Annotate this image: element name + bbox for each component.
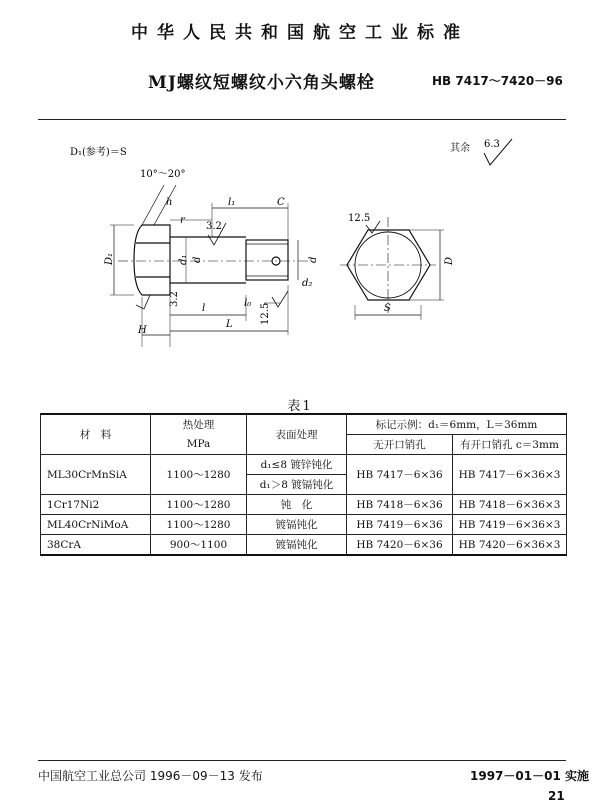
label-r: r — [180, 215, 185, 226]
cell-with-hole: HB 7419－6×36×3 — [453, 515, 567, 535]
header-material: 材 料 — [41, 414, 151, 455]
cell-with-hole: HB 7420－6×36×3 — [453, 535, 567, 556]
label-d2: d₂ — [302, 278, 313, 289]
label-D1: D₁ — [104, 252, 115, 265]
cell-no-hole: HB 7420－6×36 — [347, 535, 453, 556]
table-row — [41, 515, 567, 535]
label-d-shank: d — [192, 256, 203, 263]
cell-with-hole: HB 7418－6×36×3 — [453, 495, 567, 515]
note-d1: D₁(参考)＝S — [70, 147, 127, 158]
page-number: 21 — [548, 789, 565, 803]
table-caption: 表1 — [287, 399, 313, 414]
label-l0: l₀ — [244, 298, 252, 309]
cell-no-hole: HB 7418－6×36 — [347, 495, 453, 515]
standard-code: HB 7417～7420－96 — [432, 74, 563, 88]
cell-heat: 1100～1280 — [151, 495, 247, 515]
cell-no-hole: HB 7417－6×36 — [347, 455, 453, 495]
label-L: L — [226, 319, 233, 330]
document-title: MJ螺纹短螺纹小六角头螺栓 — [148, 73, 375, 93]
label-c: C — [277, 197, 285, 208]
cell-heat: 900～1100 — [151, 535, 247, 556]
material-table — [40, 413, 567, 556]
table-row — [41, 535, 567, 556]
table-row — [41, 495, 567, 515]
standard-name: 中华人民共和国航空工业标准 — [131, 23, 469, 43]
header-marking-example: 标记示例：d₁＝6mm，L＝36mm — [347, 414, 567, 435]
header-divider — [38, 119, 566, 120]
cell-heat: 1100～1280 — [151, 515, 247, 535]
roughness-3-2-left: 3.2 — [169, 291, 180, 307]
bolt-drawing — [0, 125, 600, 385]
header-heat-treatment: 热处理 — [151, 414, 247, 435]
bolt-head — [134, 225, 170, 295]
roughness-3-2-top: 3.2 — [206, 221, 222, 232]
cell-surface: 镀镉钝化 — [247, 515, 347, 535]
label-d1: d₁ — [178, 254, 189, 265]
effective-date: 1997－01－01 实施 — [470, 769, 589, 783]
bolt-thread — [246, 240, 288, 280]
label-l1: l₁ — [228, 197, 236, 208]
cell-material: ML40CrNiMoA — [41, 515, 151, 535]
cell-surface: 钝 化 — [247, 495, 347, 515]
label-H: H — [138, 325, 147, 336]
label-l: l — [202, 303, 206, 314]
roughness-rest-label: 其余 — [450, 143, 470, 154]
issue-date: 中国航空工业总公司 1996－09－13 发布 — [38, 769, 263, 783]
header-with-hole: 有开口销孔 c＝3mm — [453, 435, 567, 455]
cell-material: 38CrA — [41, 535, 151, 556]
roughness-rest-value: 6.3 — [484, 139, 500, 150]
cell-no-hole: HB 7419－6×36 — [347, 515, 453, 535]
cell-surface: d₁＞8 镀镉钝化 — [247, 475, 347, 495]
label-angle: 10°～20° — [140, 169, 186, 180]
table-row — [41, 455, 567, 475]
cell-surface: 镀镉钝化 — [247, 535, 347, 556]
cell-with-hole: HB 7417－6×36×3 — [453, 455, 567, 495]
footer-divider — [38, 760, 566, 761]
label-D: D — [444, 256, 455, 265]
roughness-12-5-bottom: 12.5 — [260, 302, 271, 325]
label-S: S — [384, 303, 391, 314]
cell-surface: d₁≤8 镀锌钝化 — [247, 455, 347, 475]
label-h: h — [166, 197, 173, 208]
header-heat-unit: MPa — [151, 435, 247, 455]
cell-heat: 1100～1280 — [151, 455, 247, 495]
cell-material: 1Cr17Ni2 — [41, 495, 151, 515]
label-d-thread: d — [308, 256, 319, 263]
header-surface: 表面处理 — [247, 414, 347, 455]
cell-material: ML30CrMnSiA — [41, 455, 151, 495]
header-no-hole: 无开口销孔 — [347, 435, 453, 455]
roughness-12-5-head: 12.5 — [348, 213, 371, 224]
